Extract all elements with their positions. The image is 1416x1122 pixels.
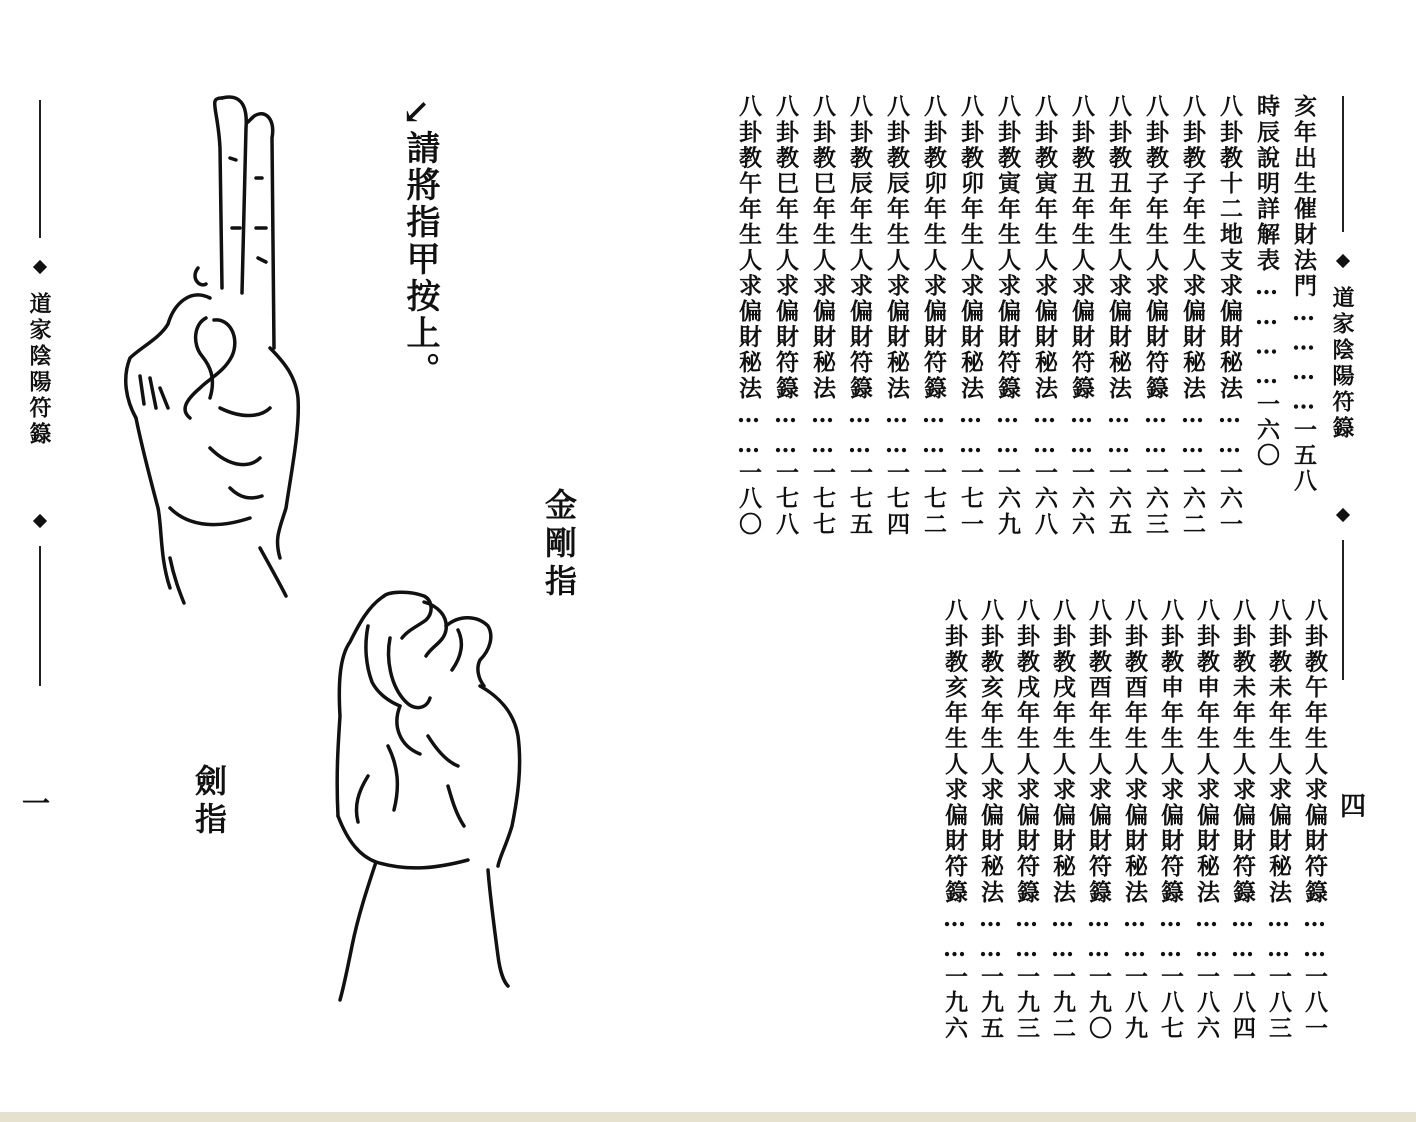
toc-entry-page: 一六八 — [1031, 460, 1058, 538]
toc-entry-page: 一七五 — [846, 460, 873, 538]
toc-entry-leader: ………… — [1290, 298, 1317, 418]
toc-entry-page: 一九二 — [1049, 964, 1076, 1042]
toc-entry-leader: …… — [809, 401, 836, 461]
toc-entry-page: 一五八 — [1290, 417, 1317, 495]
toc-entry-title: 八卦教亥年生人求偏財符籙 — [941, 598, 968, 906]
toc-entry — [1248, 94, 1284, 468]
toc-entry-title: 八卦教丑年生人求偏財符籙 — [1068, 94, 1095, 402]
toc-entry — [1063, 94, 1099, 537]
toc-entry-title: 八卦教酉年生人求偏財秘法 — [1121, 598, 1148, 906]
instruction-arrow: ↙ — [396, 92, 436, 132]
left-page-number: 一 — [22, 787, 51, 820]
toc-entry-leader: …… — [920, 401, 947, 461]
toc-entry-title: 八卦教酉年生人求偏財符籙 — [1085, 598, 1112, 906]
toc-entry — [1137, 94, 1173, 537]
toc-entry-page: 一六二 — [1179, 460, 1206, 538]
toc-entry-leader: …… — [1031, 401, 1058, 461]
left-margin-rule-top — [39, 100, 41, 238]
toc-entry-title: 八卦教卯年生人求偏財秘法 — [957, 94, 984, 402]
toc-entry-title: 八卦教亥年生人求偏財秘法 — [977, 598, 1004, 906]
toc-entry — [1224, 598, 1260, 1041]
toc-entry-leader: …… — [994, 401, 1021, 461]
toc-entry-leader: …… — [1049, 905, 1076, 965]
toc-entry — [1174, 94, 1210, 537]
toc-entry-title: 八卦教午年生人求偏財符籙 — [1301, 598, 1328, 906]
toc-entry-leader: …… — [1068, 401, 1095, 461]
toc-entry-leader: …… — [941, 905, 968, 965]
toc-entry-page: 一七七 — [809, 460, 836, 538]
toc-entry-leader: …… — [1105, 401, 1132, 461]
toc-entry-leader: ………… — [1253, 273, 1280, 392]
toc-entry-page: 一八〇 — [735, 460, 762, 538]
toc-entry-leader: …… — [772, 401, 799, 461]
toc-entry-page: 一六九 — [994, 460, 1021, 538]
sword-finger-hand-illustration — [110, 88, 320, 608]
toc-entry-page: 一七二 — [920, 460, 947, 538]
toc-entry-leader: …… — [1179, 401, 1206, 461]
toc-entry — [952, 94, 988, 537]
jingang-finger-hand-illustration — [328, 586, 528, 1006]
toc-entry-title: 八卦教辰年生人求偏財符籙 — [846, 94, 873, 402]
toc-entry — [1080, 598, 1116, 1041]
toc-entry-page: 一九〇 — [1085, 964, 1112, 1042]
left-ornament-top — [33, 260, 47, 274]
toc-entry-page: 一七一 — [957, 460, 984, 538]
toc-entry-leader: …… — [1216, 401, 1243, 461]
left-running-head: 道家陰陽符籙 — [26, 292, 52, 448]
toc-entry — [804, 94, 840, 537]
toc-entry-page: 一八一 — [1301, 964, 1328, 1042]
instruction-text: 請將指甲按上。 — [400, 130, 440, 389]
toc-entry-leader: …… — [1229, 905, 1256, 965]
right-ornament-bottom — [1336, 508, 1350, 522]
toc-entry-leader: …… — [957, 401, 984, 461]
toc-entry — [1116, 598, 1152, 1041]
toc-entry-leader: …… — [1085, 905, 1112, 965]
toc-entry-title: 八卦教巳年生人求偏財秘法 — [809, 94, 836, 402]
toc-entry-title: 八卦教辰年生人求偏財秘法 — [883, 94, 910, 402]
toc-entry-page: 一六一 — [1216, 460, 1243, 538]
left-margin-rule-bottom — [39, 546, 41, 686]
toc-entry — [1211, 94, 1247, 537]
toc-entry-page: 一八七 — [1157, 964, 1184, 1042]
toc-entry-page: 一八三 — [1265, 964, 1292, 1042]
toc-entry-leader: …… — [1013, 905, 1040, 965]
toc-entry-title: 八卦教未年生人求偏財符籙 — [1229, 598, 1256, 906]
left-page — [0, 0, 708, 1114]
toc-entry-page: 一七四 — [883, 460, 910, 538]
toc-entry-page: 一六六 — [1068, 460, 1095, 538]
toc-entry — [1026, 94, 1062, 537]
caption-sword-finger: 劍指 — [190, 764, 228, 840]
toc-entry-leader: …… — [1157, 905, 1184, 965]
toc-entry-page: 一九六 — [941, 964, 968, 1042]
toc-entry-title: 八卦教戌年生人求偏財符籙 — [1013, 598, 1040, 906]
toc-entry-title: 八卦教申年生人求偏財秘法 — [1193, 598, 1220, 906]
toc-entry — [915, 94, 951, 537]
toc-entry-page: 一八六 — [1193, 964, 1220, 1042]
toc-entry-title: 八卦教十二地支求偏財秘法 — [1216, 94, 1243, 402]
toc-entry — [1285, 94, 1321, 494]
toc-entry-title: 亥年出生催財法門 — [1290, 94, 1317, 299]
toc-entry-title: 八卦教午年生人求偏財秘法 — [735, 94, 762, 402]
toc-entry-title: 八卦教戌年生人求偏財秘法 — [1049, 598, 1076, 906]
toc-entry-title: 八卦教子年生人求偏財符籙 — [1142, 94, 1169, 402]
toc-entry-title: 八卦教子年生人求偏財秘法 — [1179, 94, 1206, 402]
toc-entry-page: 一九五 — [977, 964, 1004, 1042]
toc-entry-leader: …… — [1265, 905, 1292, 965]
toc-entry-page: 一六〇 — [1253, 391, 1280, 469]
toc-entry-page: 一八九 — [1121, 964, 1148, 1042]
toc-entry-page: 一六五 — [1105, 460, 1132, 538]
right-margin-rule-bottom — [1342, 540, 1344, 680]
right-running-head: 道家陰陽符籙 — [1329, 286, 1355, 442]
toc-entry-page: 一八四 — [1229, 964, 1256, 1042]
caption-jingang-finger: 金剛指 — [540, 488, 578, 602]
toc-entry-title: 八卦教寅年生人求偏財秘法 — [1031, 94, 1058, 402]
toc-entry-leader: …… — [1142, 401, 1169, 461]
toc-entry-title: 八卦教卯年生人求偏財符籙 — [920, 94, 947, 402]
toc-entry-title: 八卦教未年生人求偏財秘法 — [1265, 598, 1292, 906]
toc-entry — [841, 94, 877, 537]
toc-entry-title: 八卦教巳年生人求偏財符籙 — [772, 94, 799, 402]
toc-entry-page: 一七八 — [772, 460, 799, 538]
toc-entry — [989, 94, 1025, 537]
toc-entry — [1044, 598, 1080, 1041]
toc-entry-leader: …… — [846, 401, 873, 461]
toc-entry-page: 一六三 — [1142, 460, 1169, 538]
toc-entry-title: 時辰說明詳解表 — [1253, 94, 1280, 274]
left-ornament-bottom — [33, 514, 47, 528]
right-ornament-top — [1336, 254, 1350, 268]
toc-entry-leader: …… — [1121, 905, 1148, 965]
toc-entry-leader: …… — [977, 905, 1004, 965]
toc-entry — [1152, 598, 1188, 1041]
toc-entry-title: 八卦教申年生人求偏財符籙 — [1157, 598, 1184, 906]
toc-entry — [1296, 598, 1332, 1041]
toc-entry-page: 一九三 — [1013, 964, 1040, 1042]
toc-entry-leader: …… — [1301, 905, 1328, 965]
toc-entry — [1260, 598, 1296, 1041]
toc-entry — [1100, 94, 1136, 537]
toc-entry — [767, 94, 803, 537]
toc-entry-title: 八卦教寅年生人求偏財符籙 — [994, 94, 1021, 402]
right-page-number: 四 — [1340, 792, 1367, 822]
right-page — [708, 0, 1416, 1114]
toc-entry-leader: …… — [1193, 905, 1220, 965]
toc-entry — [1188, 598, 1224, 1041]
toc-entry-leader: …… — [735, 401, 762, 461]
toc-entry — [972, 598, 1008, 1041]
bottom-scan-strip — [0, 1112, 1416, 1122]
toc-entry — [936, 598, 972, 1041]
toc-entry-title: 八卦教丑年生人求偏財秘法 — [1105, 94, 1132, 402]
toc-entry — [730, 94, 766, 537]
toc-entry — [878, 94, 914, 537]
toc-entry-leader: …… — [883, 401, 910, 461]
right-margin-rule-top — [1342, 96, 1344, 232]
toc-entry — [1008, 598, 1044, 1041]
